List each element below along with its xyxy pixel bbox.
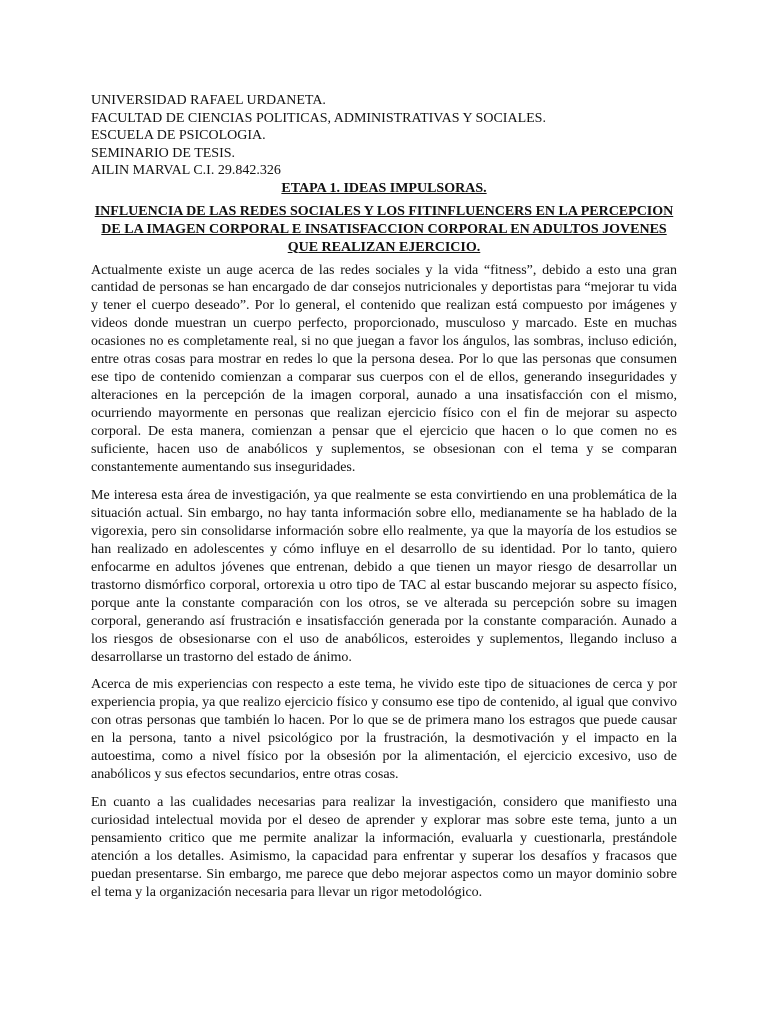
stage-title: ETAPA 1. IDEAS IMPULSORAS.	[281, 180, 487, 196]
university-name: UNIVERSIDAD RAFAEL URDANETA.	[91, 93, 326, 108]
document-page	[91, 92, 677, 912]
paragraph-2: Me interesa esta área de investigación, ya que realmente se esta convirtiendo en una problemática de la situación actual. Sin embargo, no hay tanta información sobre ello, medianamente se ha hablado de la vigorexia, pero sin consolidarse información sobre ello realmente, ya que la mayoría de los estudios se han realizado en adolescentes y cómo influye en el desarrollo de su identidad. Por lo tanto, quiero enfocarme en adultos jóvenes que entrenan, debido a que tienen un mayor riesgo de desarrollar un trastorno dismórfico corporal, ortorexia u otro tipo de TAC al estar buscando mejorar su aspecto físico, porque ante la constante comparación con los otros, se ve alterada su percepción sobre su imagen corporal, generando así frustración e insatisfacción generada por la constante comparación. Aunado a los riesgos de obsesionarse con el uso de anabólicos, esteroides y suplementos, llegando incluso a desarrollarse un trastorno del estado de ánimo.	[91, 487, 677, 665]
paragraph-4: En cuanto a las cualidades necesarias para realizar la investigación, considero que manifiesto una curiosidad intelectual movida por el deseo de aprender y explorar mas sobre este tema, junto a un pensamiento critico que me permite analizar la información, evaluarla y cuestionarla, prestándole atención a los detalles. Asimismo, la capacidad para enfrentar y superar los desafíos y fracasos que puedan presentarse. Sin embargo, me parece que debo mejorar aspectos como un mayor dominio sobre el tema y la organización necesaria para llevar un rigor metodológico.	[91, 795, 677, 900]
course-name: SEMINARIO DE TESIS.	[91, 145, 236, 161]
paragraph-1: Actualmente existe un auge acerca de las redes sociales y la vida “fitness”, debido a esto una gran cantidad de personas se han encargado de dar consejos nutricionales y deportistas para “mejorar tu vida y tener el cuerpo deseado”. Por lo general, el contenido que realizan está compuesto por imágenes y videos donde muestran un cuerpo perfecto, proporcionado, musculoso y marcado. Este en muchas ocasiones no es completamente real, si no que juegan a favor los ángulos, las sombras, incluso edición, entre otras cosas para mostrar en redes lo que la persona desea. Por lo que las personas que consumen ese tipo de contenido comienzan a comparar sus cuerpos con el de ellos, generando inseguridades y alteraciones en la percepción de la imagen corporal, aunado a una insatisfacción con el mismo, ocurriendo mayormente en personas que realizan ejercicio físico con el fin de mejorar su aspecto corporal. De esta manera, comienzan a pensar que el ejercicio que hacen o lo que comen no es suficiente, hacen uso de anabólicos y suplementos, se obsesionan con el tema y se comparan constantemente aumentando sus inseguridades.	[91, 262, 677, 475]
faculty-name: FACULTAD DE CIENCIAS POLITICAS, ADMINISTRATIVAS Y SOCIALES.	[91, 110, 546, 126]
paragraph-3: Acerca de mis experiencias con respecto a este tema, he vivido este tipo de situaciones de cerca y por experiencia propia, ya que realizo ejercicio físico y consumo ese tipo de contenido, al igual que convivo con otras personas que también lo hacen. Por lo que se de primera mano los estragos que puede causar en la persona, tanto a nivel psicológico por la frustración, la desmotivación y el impacto en la autoestima, como a nivel físico por la obsesión por la alimentación, el ejercicio excesivo, uso de anabólicos y sus efectos secundarios, entre otras cosas.	[91, 677, 677, 783]
document-title: INFLUENCIA DE LAS REDES SOCIALES Y LOS FITINFLUENCERS EN LA PERCEPCION DE LA IMAGEN CORPORAL E INSATISFACCION CORPORAL EN ADULTOS JOVENES QUE REALIZAN EJERCICIO.	[94, 203, 674, 255]
header-block	[91, 92, 677, 180]
author-line: AILIN MARVAL C.I. 29.842.326	[91, 163, 281, 178]
school-name: ESCUELA DE PSICOLOGIA.	[91, 128, 266, 143]
